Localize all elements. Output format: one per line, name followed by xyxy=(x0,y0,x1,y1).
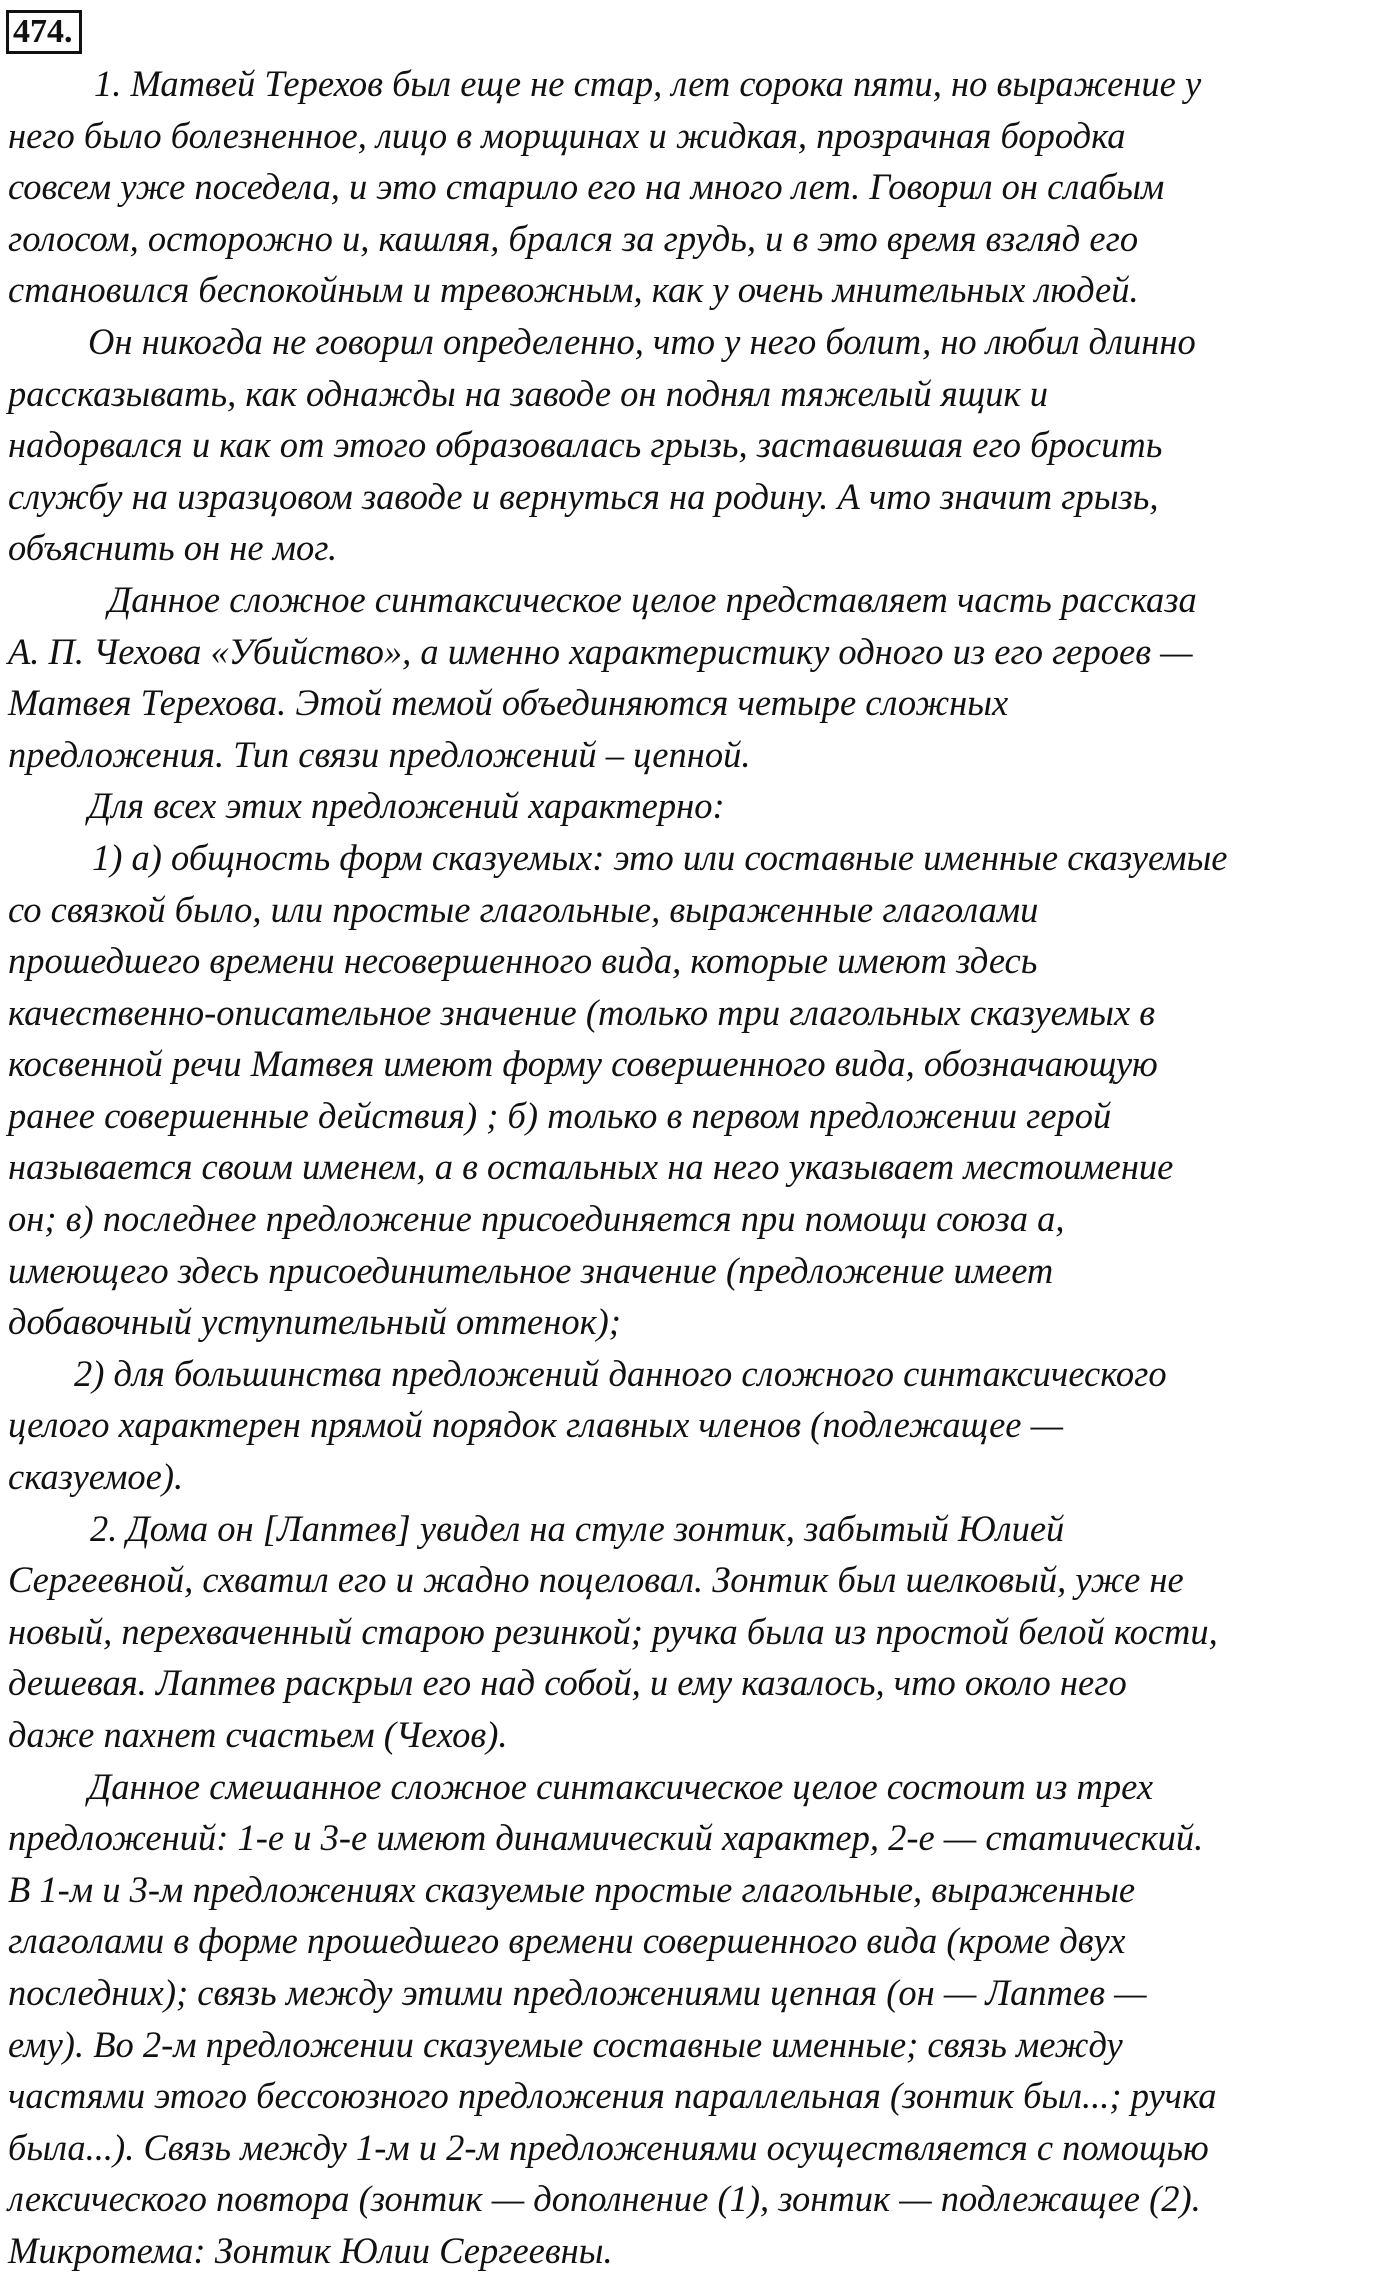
text-line: В 1-м и 3-м предложениях сказуемые простые глагольные, выраженные xyxy=(8,1868,1136,1910)
text-line: Данное сложное синтаксическое целое представляет часть рассказа xyxy=(108,578,1197,620)
text-line: него было болезненное, лицо в морщинах и жидкая, прозрачная бородка xyxy=(8,114,1126,156)
text-line: прошедшего времени несовершенного вида, которые имеют здесь xyxy=(8,940,1038,982)
text-line: объяснить он не мог. xyxy=(8,527,338,569)
text-line: совсем уже поседела, и это старило его на много лет. Говорил он слабым xyxy=(8,166,1165,208)
text-line: новый, перехваченный старою резинкой; ручка была из простой белой кости, xyxy=(8,1610,1218,1652)
text-line: ранее совершенные действия) ; б) только в первом предложении герой xyxy=(8,1094,1112,1136)
text-line: частями этого бессоюзного предложения параллельная (зонтик был...; ручка xyxy=(8,2075,1217,2117)
text-line: предложения. Тип связи предложений – цепной. xyxy=(8,733,751,775)
text-line: имеющего здесь присоединительное значение (предложение имеет xyxy=(8,1249,1054,1291)
text-line: Микротема: Зонтик Юлии Сергеевны. xyxy=(8,2229,613,2271)
text-line: ему). Во 2-м предложении сказуемые составные именные; связь между xyxy=(8,2023,1123,2065)
text-line: добавочный уступительный оттенок); xyxy=(8,1301,621,1343)
text-line: надорвался и как от этого образовалась грызь, заставившая его бросить xyxy=(8,424,1163,466)
text-line: последних); связь между этими предложениями цепная (он — Лаптев — xyxy=(8,1971,1147,2013)
text-line: 2. Дома он [Лаптев] увидел на стуле зонтик, забытый Юлией xyxy=(90,1507,1065,1549)
text-line: косвенной речи Матвея имеют форму совершенного вида, обозначающую xyxy=(8,1043,1158,1085)
text-line: дешевая. Лаптев раскрыл его над собой, и ему казалось, что около него xyxy=(8,1662,1127,1704)
text-line: лексического повтора (зонтик — дополнение (1), зонтик — подлежащее (2). xyxy=(8,2178,1201,2220)
text-line: со связкой было, или простые глагольные, выраженные глаголами xyxy=(8,888,1039,930)
text-line: становился беспокойным и тревожным, как у очень мнительных людей. xyxy=(8,269,1139,311)
text-line: голосом, осторожно и, кашляя, брался за грудь, и в это время взгляд его xyxy=(8,217,1139,259)
task-number: 474. xyxy=(6,10,82,54)
text-line: глаголами в форме прошедшего времени совершенного вида (кроме двух xyxy=(8,1920,1126,1962)
text-line: службу на изразцовом заводе и вернуться на родину. А что значит грызь, xyxy=(8,475,1159,517)
text-line: называется своим именем, а в остальных на него указывает местоимение xyxy=(8,1146,1174,1188)
text-line: даже пахнет счастьем (Чехов). xyxy=(8,1714,508,1755)
text-line: сказуемое). xyxy=(8,1456,184,1498)
text-line: была...). Связь между 1-м и 2-м предложениями осуществляется с помощью xyxy=(8,2126,1209,2168)
text-line: Сергеевной, схватил его и жадно поцеловал. Зонтик был шелковый, уже не xyxy=(8,1559,1184,1601)
text-line: Матвея Терехова. Этой темой объединяются четыре сложных xyxy=(8,682,1009,724)
text-line: Для всех этих предложений характерно: xyxy=(88,785,725,827)
text-line: Он никогда не говорил определенно, что у него болит, но любил длинно xyxy=(88,320,1196,362)
text-line: Данное смешанное сложное синтаксическое целое состоит из трех xyxy=(88,1765,1154,1807)
text-line: 1) а) общность форм сказуемых: это или составные именные сказуемые xyxy=(92,836,1228,878)
text-line: 2) для большинства предложений данного сложного синтаксического xyxy=(74,1352,1167,1394)
text-line: рассказывать, как однажды на заводе он поднял тяжелый ящик и xyxy=(8,372,1048,414)
text-line: 1. Матвей Терехов был еще не стар, лет сорока пяти, но выражение у xyxy=(94,63,1202,104)
text-line: целого характерен прямой порядок главных членов (подлежащее — xyxy=(8,1404,1064,1446)
text-line: качественно-описательное значение (только три глагольных сказуемых в xyxy=(8,991,1156,1033)
text-line: А. П. Чехова «Убийство», а именно характеристику одного из его героев — xyxy=(8,630,1193,672)
text-line: предложений: 1-е и 3-е имеют динамический характер, 2-е — статический. xyxy=(8,1817,1204,1859)
text-line: он; в) последнее предложение присоединяется при помощи союза а, xyxy=(8,1198,1065,1240)
